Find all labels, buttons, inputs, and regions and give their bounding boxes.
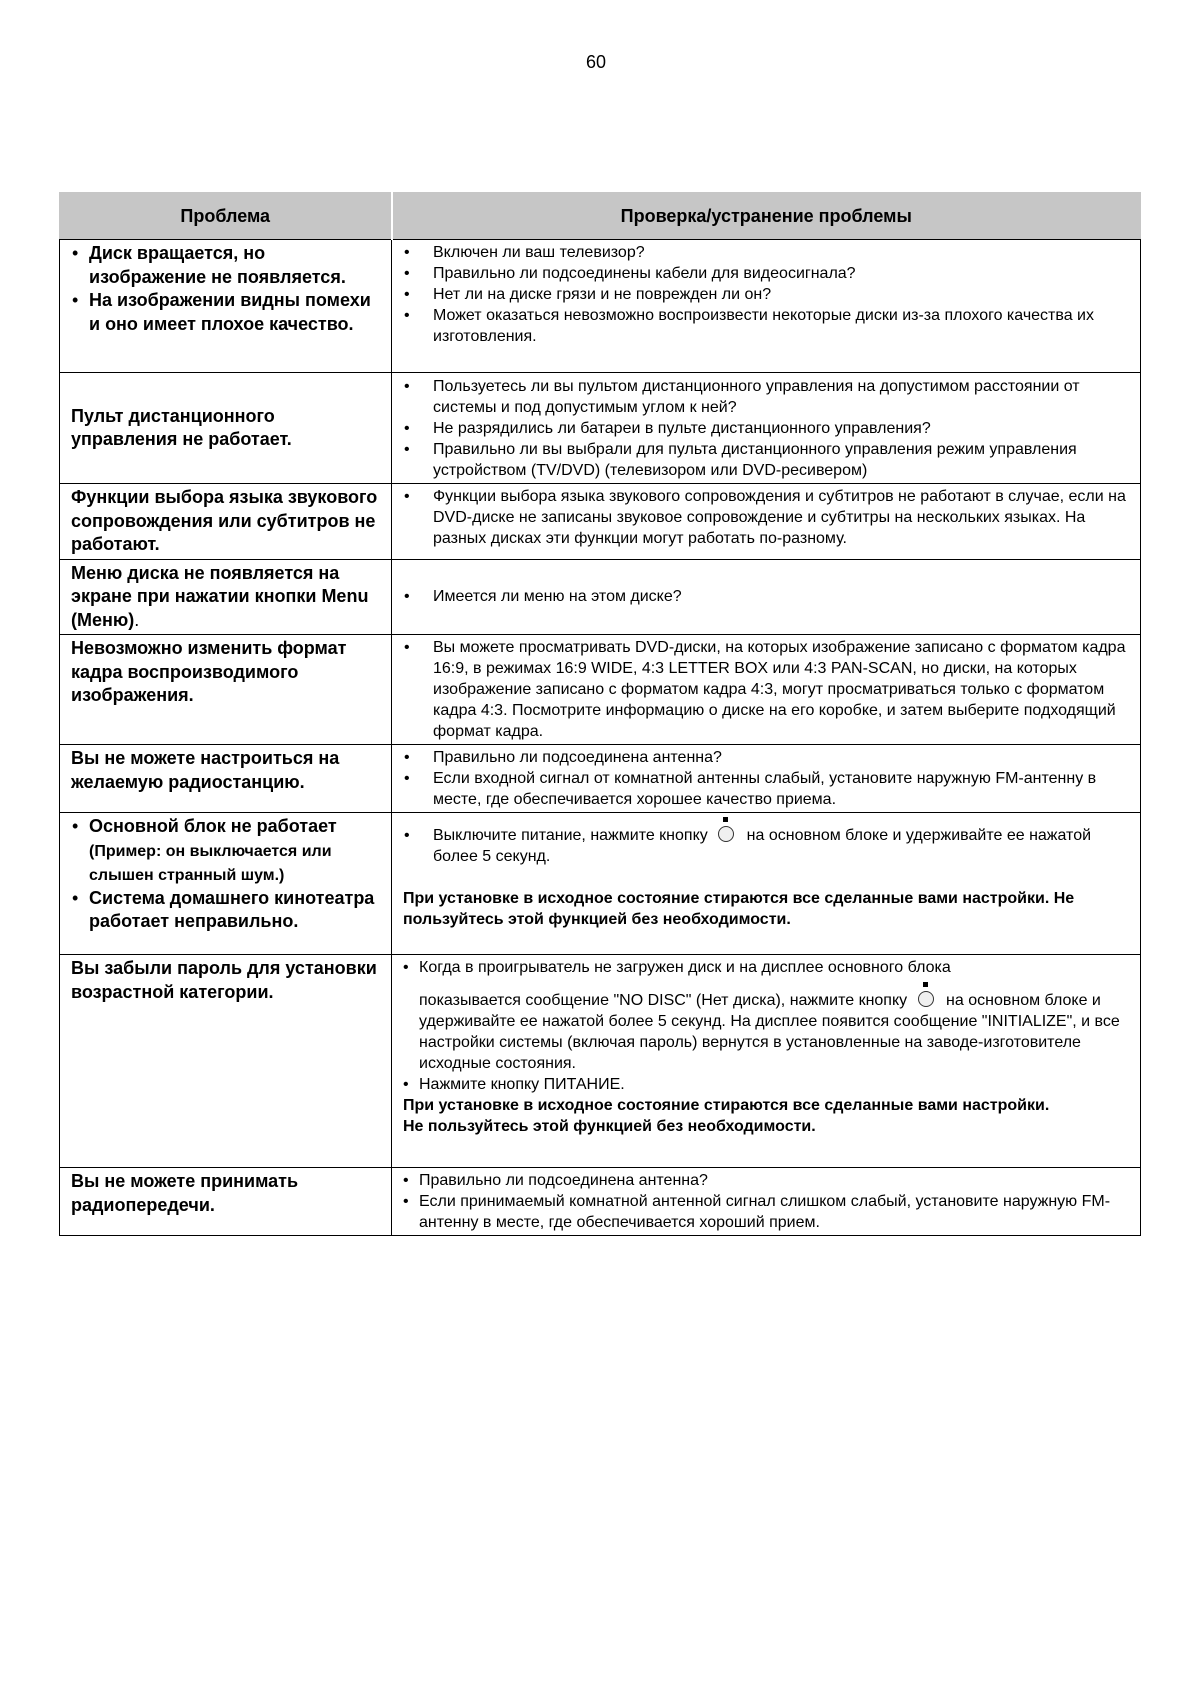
solution-item: • Может оказаться невозможно воспроизвести некоторые диски из-за плохого качества их изготовления. bbox=[433, 305, 1132, 347]
solution-item: • Включен ли ваш телевизор? bbox=[433, 242, 1132, 263]
problem-cell: Меню диска не появляется на экране при нажатии кнопки Menu (Меню). bbox=[60, 559, 392, 635]
power-button-icon bbox=[918, 991, 934, 1007]
solution-cell bbox=[392, 745, 1141, 813]
menu-button-label: Menu (Меню) bbox=[71, 586, 369, 630]
table-row bbox=[60, 635, 1141, 745]
solution-item: • Если принимаемый комнатной антенной сигнал слишком слабый, установите наружную FM-антенну в месте, где обеспечивается хороший прием. bbox=[419, 1191, 1132, 1233]
solution-item bbox=[419, 957, 1132, 1074]
solution-item: • Функции выбора языка звукового сопровождения и субтитров не работают в случае, если на DVD-диске не записаны звуковое сопровождение и субтитры на нескольких языках. На разных дисках эти функции могут работать по-разному. bbox=[433, 486, 1132, 549]
header-solution: Проверка/устранение проблемы bbox=[392, 193, 1141, 240]
solution-item: • Если входной сигнал от комнатной антенны слабый, установите наружную FM-антенну в месте, где обеспечивается хорошее качество приема. bbox=[433, 768, 1132, 810]
solution-cell bbox=[392, 813, 1141, 955]
solution-cell bbox=[392, 484, 1141, 560]
solution-text: показывается сообщение "NO DISC" (Нет диска), нажмите кнопку bbox=[419, 992, 908, 1009]
problem-cell: Вы не можете настроиться на желаемую радиостанцию. bbox=[60, 745, 392, 813]
solution-item: • Вы можете просматривать DVD-диски, на которых изображение записано с форматом кадра 16:9, в режимах 16:9 WIDE, 4:3 LETTER BOX или 4:3 PAN-SCAN, но диски, на которых изображение записано с форматом кадра 4:3, могут просматриваться только с форматом кадра 4:3. Посмотрите информацию о диске на его коробке, и затем выберите подходящий формат кадра. bbox=[433, 637, 1132, 742]
solution-item: • Не разрядились ли батареи в пульте дистанционного управления? bbox=[433, 418, 1132, 439]
problem-cell: Невозможно изменить формат кадра воспроизводимого изображения. bbox=[60, 635, 392, 745]
table-row bbox=[60, 745, 1141, 813]
solution-item: • Правильно ли подсоединена антенна? bbox=[433, 747, 1132, 768]
solution-item: • Правильно ли подсоединена антенна? bbox=[419, 1170, 1132, 1191]
table-row bbox=[60, 484, 1141, 560]
table-row bbox=[60, 559, 1141, 635]
problem-cell bbox=[60, 240, 392, 373]
solution-item: • Правильно ли вы выбрали для пульта дистанционного управления режим управления устройством (TV/DVD) (телевизором или DVD-ресивером) bbox=[433, 439, 1132, 481]
troubleshooting-table bbox=[59, 192, 1141, 1236]
solution-item: • Пользуетесь ли вы пультом дистанционного управления на допустимом расстоянии от системы и под допустимым углом к ней? bbox=[433, 376, 1132, 418]
problem-item: • Диск вращается, но изображение не появляется. bbox=[89, 242, 383, 289]
solution-cell bbox=[392, 373, 1141, 484]
problem-text: Меню диска не появляется на экране при нажатии кнопки bbox=[71, 562, 340, 606]
solution-cell bbox=[392, 955, 1141, 1168]
solution-item: • Нажмите кнопку ПИТАНИЕ. bbox=[419, 1074, 1132, 1095]
solution-item bbox=[433, 825, 1132, 867]
solution-cell bbox=[392, 559, 1141, 635]
page-number: 60 bbox=[585, 52, 607, 72]
table-row bbox=[60, 240, 1141, 373]
solution-cell bbox=[392, 635, 1141, 745]
solution-text: Когда в проигрыватель не загружен диск и на дисплее основного блока bbox=[419, 959, 951, 976]
solution-text: на основном блоке и удерживайте ее нажатой более 5 секунд. bbox=[433, 827, 1092, 865]
problem-item: • Система домашнего кинотеатра работает неправильно. bbox=[89, 887, 383, 934]
header-problem: Проблема bbox=[60, 193, 392, 240]
table-row bbox=[60, 1168, 1141, 1236]
problem-cell: Функции выбора языка звукового сопровождения или субтитров не работают. bbox=[60, 484, 392, 560]
problem-note: (Пример: он выключается или слышен странный шум.) bbox=[89, 842, 332, 884]
problem-cell bbox=[60, 813, 392, 955]
table-row bbox=[60, 955, 1141, 1168]
problem-item-text: Основной блок не работает bbox=[89, 816, 337, 836]
problem-cell: Вы забыли пароль для установки возрастной категории. bbox=[60, 955, 392, 1168]
solution-item: • Имеется ли меню на этом диске? bbox=[433, 586, 1132, 607]
reset-warning: Не пользуйтесь этой функцией без необходимости. bbox=[403, 1118, 816, 1135]
solution-item: • Нет ли на диске грязи и не поврежден ли он? bbox=[433, 284, 1132, 305]
problem-cell: Вы не можете принимать радиопередечи. bbox=[60, 1168, 392, 1236]
problem-item bbox=[89, 815, 383, 887]
table-header-row bbox=[60, 193, 1141, 240]
table-row bbox=[60, 373, 1141, 484]
table-row bbox=[60, 813, 1141, 955]
solution-cell bbox=[392, 240, 1141, 373]
solution-cell bbox=[392, 1168, 1141, 1236]
solution-text: на основном блоке и удерживайте ее нажатой более 5 секунд. На дисплее появится сообщение "INITIALIZE", и все настройки системы (включая пароль) вернутся в установленные на заводе-изготовителе исходные состояния. bbox=[419, 992, 1120, 1072]
solution-text: Выключите питание, нажмите кнопку bbox=[433, 827, 708, 844]
solution-item: • Правильно ли подсоединены кабели для видеосигнала? bbox=[433, 263, 1132, 284]
problem-cell: Пульт дистанционного управления не работает. bbox=[60, 373, 392, 484]
power-button-icon bbox=[718, 826, 734, 842]
reset-warning: При установке в исходное состояние стираются все сделанные вами настройки. Не пользуйтесь этой функцией без необходимости. bbox=[403, 890, 1075, 928]
reset-warning: При установке в исходное состояние стираются все сделанные вами настройки. bbox=[403, 1097, 1050, 1114]
problem-item: • На изображении видны помехи и оно имеет плохое качество. bbox=[89, 289, 383, 336]
